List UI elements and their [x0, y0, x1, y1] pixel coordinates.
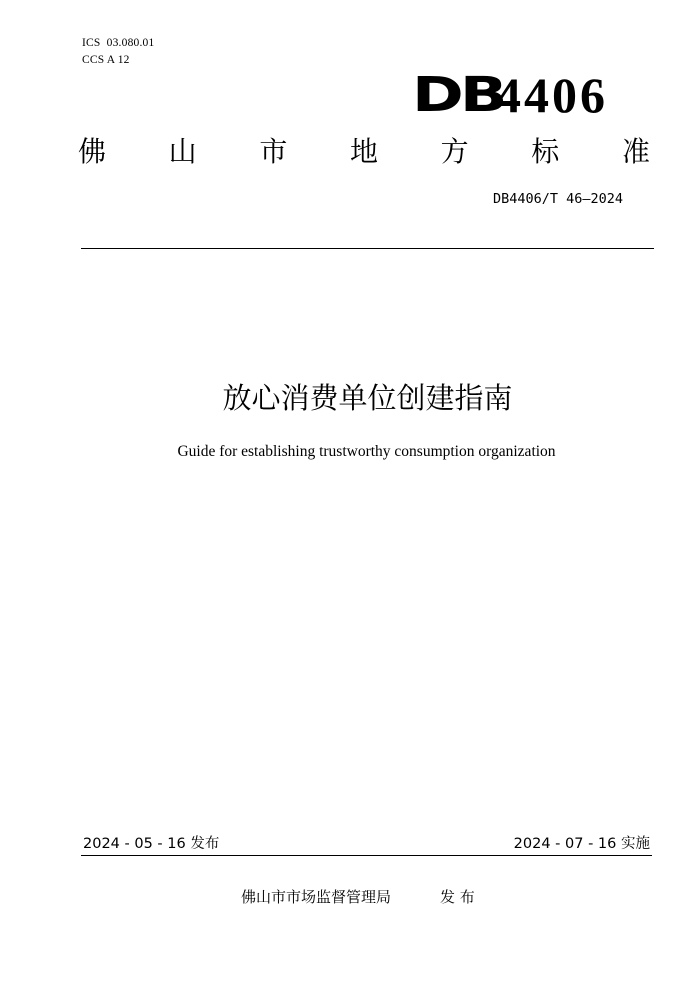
- standard-type-char: 地: [349, 135, 378, 168]
- implement-date: 2024 - 07 - 16 实施: [513, 836, 650, 852]
- logo-number: 4406: [496, 67, 608, 123]
- standard-type-char: 标: [531, 135, 560, 168]
- db-logo: [412, 64, 608, 126]
- standard-type-char: 方: [440, 135, 469, 168]
- standard-type-char: 市: [259, 135, 288, 168]
- standard-code: DB4406/T 46—2024: [493, 191, 624, 207]
- document-title: 放心消费单位创建指南: [222, 381, 513, 415]
- logo-prefix: DB: [412, 67, 504, 123]
- bottom-divider: [81, 855, 652, 856]
- top-divider: [81, 248, 654, 249]
- standard-type-heading: [78, 132, 650, 172]
- standard-type-char: 山: [168, 135, 197, 168]
- publish-date: 2024 - 05 - 16 发布: [83, 836, 220, 852]
- standard-type-char: 佛: [78, 135, 107, 168]
- standard-type-char: 准: [621, 135, 650, 168]
- ccs-code: CCS A 12: [82, 54, 130, 66]
- ics-code: ICS 03.080.01: [82, 37, 155, 49]
- issuer-action: 发 布: [440, 888, 475, 906]
- issuer-name: 佛山市市场监督管理局: [241, 888, 392, 906]
- document-subtitle-english: Guide for establishing trustworthy consumption organization: [177, 443, 556, 460]
